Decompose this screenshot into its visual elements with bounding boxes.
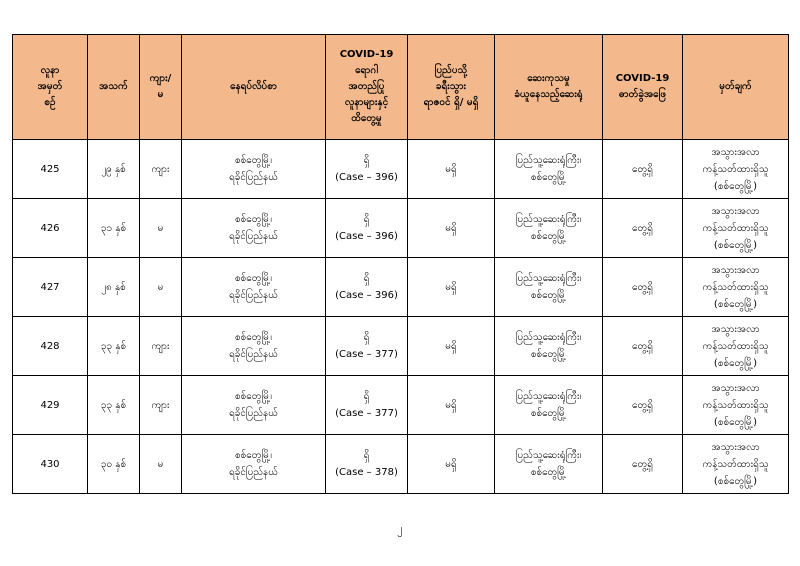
header-age xyxy=(88,35,140,140)
contact-cell-line: (Case – 377) xyxy=(335,408,398,419)
address-cell-line: ရခိုင်ပြည်နယ် xyxy=(229,349,278,360)
travel-cell: မရှိ xyxy=(408,317,495,376)
hospital-cell-line: ပြည်သူ့ဆေးရုံကြီး၊ xyxy=(515,332,582,343)
test-result-cell: တွေ့ရှိ xyxy=(603,317,683,376)
table-row xyxy=(13,376,789,435)
address-cell-line: ရခိုင်ပြည်နယ် xyxy=(229,467,278,478)
remark-cell-line: အသွားအလာ xyxy=(711,146,760,158)
header-line: ဓာတ်ခွဲအဖြေ xyxy=(618,89,667,100)
hospital-cell xyxy=(495,317,603,376)
remark-cell-line: အသွားအလာ xyxy=(711,441,760,453)
contact-cell xyxy=(326,258,408,317)
case-no-cell: 430 xyxy=(13,435,88,494)
address-cell xyxy=(182,317,326,376)
table-row xyxy=(13,258,789,317)
address-cell xyxy=(182,376,326,435)
age-cell: ၃၃ နှစ် xyxy=(88,317,140,376)
hospital-cell-line: စစ်တွေမြို့ xyxy=(530,467,567,478)
header-contact xyxy=(326,35,408,140)
remark-cell-line: ကန့်သတ်ထားရှိသူ xyxy=(702,163,769,175)
case-no-cell: 427 xyxy=(13,258,88,317)
contact-cell-line: (Case – 377) xyxy=(335,349,398,360)
header-line: လူနာများနှင့် xyxy=(344,97,389,108)
sex-cell: ကျား xyxy=(140,317,182,376)
contact-cell-line: (Case – 396) xyxy=(335,172,398,183)
header-line: အသက် xyxy=(99,81,128,92)
header-test-result xyxy=(603,35,683,140)
header-address xyxy=(182,35,326,140)
contact-cell-line: ရှိ xyxy=(363,450,370,461)
travel-cell: မရှိ xyxy=(408,140,495,199)
travel-cell: မရှိ xyxy=(408,199,495,258)
header-line: ခံယူနေသည့်ဆေးရုံ xyxy=(514,89,583,100)
table-body xyxy=(13,140,789,494)
sex-cell: မ xyxy=(140,199,182,258)
sex-cell: ကျား xyxy=(140,376,182,435)
remark-cell xyxy=(683,435,789,494)
header-remark xyxy=(683,35,789,140)
sex-cell: မ xyxy=(140,435,182,494)
header-line: အတည်ပြု xyxy=(348,81,385,92)
header-line: မ xyxy=(157,89,164,100)
address-cell-line: ရခိုင်ပြည်နယ် xyxy=(229,290,278,301)
contact-cell-line: ရှိ xyxy=(363,155,370,166)
test-result-cell: တွေ့ရှိ xyxy=(603,258,683,317)
header-line: မှတ်ချက် xyxy=(719,81,752,92)
test-result-cell: တွေ့ရှိ xyxy=(603,435,683,494)
remark-cell xyxy=(683,199,789,258)
remark-cell-line: (စစ်တွေမြို့) xyxy=(713,239,758,251)
hospital-cell-line: ပြည်သူ့ဆေးရုံကြီး၊ xyxy=(515,273,582,284)
contact-cell xyxy=(326,435,408,494)
remark-cell xyxy=(683,376,789,435)
remark-cell-line: ကန့်သတ်ထားရှိသူ xyxy=(702,458,769,470)
header-line: ရာဇဝင် ရှိ/ မရှိ xyxy=(423,97,479,108)
remark-cell xyxy=(683,140,789,199)
contact-cell xyxy=(326,140,408,199)
remark-cell-line: အသွားအလာ xyxy=(711,264,760,276)
remark-cell-line: (စစ်တွေမြို့) xyxy=(713,416,758,428)
address-cell-line: စစ်တွေမြို့၊ xyxy=(235,391,272,402)
header-line: ထိတွေ့မှု xyxy=(351,113,382,124)
header-line: စဉ် xyxy=(44,97,56,108)
contact-cell-line: ရှိ xyxy=(363,273,370,284)
address-cell-line: စစ်တွေမြို့၊ xyxy=(235,450,272,461)
table-row xyxy=(13,317,789,376)
hospital-cell-line: စစ်တွေမြို့ xyxy=(530,172,567,183)
page-number: ၂ xyxy=(397,522,403,535)
travel-cell: မရှိ xyxy=(408,258,495,317)
contact-cell-line: ရှိ xyxy=(363,391,370,402)
header-line: အမှတ် xyxy=(37,81,63,92)
remark-cell-line: (စစ်တွေမြို့) xyxy=(713,298,758,310)
test-result-cell: တွေ့ရှိ xyxy=(603,376,683,435)
table-row xyxy=(13,199,789,258)
age-cell: ၃၃ နှစ် xyxy=(88,376,140,435)
header-row xyxy=(13,35,789,140)
contact-cell-line: (Case – 378) xyxy=(335,467,398,478)
address-cell-line: စစ်တွေမြို့၊ xyxy=(235,332,272,343)
remark-cell-line: (စစ်တွေမြို့) xyxy=(713,180,758,192)
address-cell-line: ရခိုင်ပြည်နယ် xyxy=(229,231,278,242)
contact-cell xyxy=(326,317,408,376)
address-cell-line: ရခိုင်ပြည်နယ် xyxy=(229,172,278,183)
hospital-cell-line: ပြည်သူ့ဆေးရုံကြီး၊ xyxy=(515,450,582,461)
address-cell xyxy=(182,258,326,317)
header-line: ဆေးကုသမှု xyxy=(527,73,570,84)
contact-cell xyxy=(326,199,408,258)
header-case-no xyxy=(13,35,88,140)
hospital-cell xyxy=(495,435,603,494)
hospital-cell-line: ပြည်သူ့ဆေးရုံကြီး၊ xyxy=(515,155,582,166)
remark-cell-line: (စစ်တွေမြို့) xyxy=(713,475,758,487)
address-cell-line: ရခိုင်ပြည်နယ် xyxy=(229,408,278,419)
case-no-cell: 425 xyxy=(13,140,88,199)
case-no-cell: 426 xyxy=(13,199,88,258)
header-line: ပြည်ပသို့ xyxy=(434,65,468,76)
contact-cell-line: ရှိ xyxy=(363,214,370,225)
address-cell xyxy=(182,199,326,258)
covid-cases-table xyxy=(12,34,789,494)
hospital-cell xyxy=(495,258,603,317)
case-no-cell: 428 xyxy=(13,317,88,376)
age-cell: ၃၁ နှစ် xyxy=(88,199,140,258)
remark-cell xyxy=(683,317,789,376)
travel-cell: မရှိ xyxy=(408,376,495,435)
header-line: COVID-19 xyxy=(339,49,394,60)
remark-cell-line: အသွားအလာ xyxy=(711,205,760,217)
remark-cell-line: ကန့်သတ်ထားရှိသူ xyxy=(702,222,769,234)
address-cell-line: စစ်တွေမြို့၊ xyxy=(235,155,272,166)
header-line: ရောဂါ xyxy=(355,65,378,76)
hospital-cell-line: ပြည်သူ့ဆေးရုံကြီး၊ xyxy=(515,391,582,402)
header-sex xyxy=(140,35,182,140)
hospital-cell-line: ပြည်သူ့ဆေးရုံကြီး၊ xyxy=(515,214,582,225)
sex-cell: ကျား xyxy=(140,140,182,199)
age-cell: ၂၈ နှစ် xyxy=(88,258,140,317)
remark-cell-line: အသွားအလာ xyxy=(711,323,760,335)
header-hospital xyxy=(495,35,603,140)
case-no-cell: 429 xyxy=(13,376,88,435)
address-cell-line: စစ်တွေမြို့၊ xyxy=(235,273,272,284)
header-travel xyxy=(408,35,495,140)
hospital-cell xyxy=(495,140,603,199)
remark-cell-line: ကန့်သတ်ထားရှိသူ xyxy=(702,281,769,293)
table-row xyxy=(13,140,789,199)
table-header xyxy=(13,35,789,140)
hospital-cell xyxy=(495,376,603,435)
hospital-cell xyxy=(495,199,603,258)
contact-cell-line: (Case – 396) xyxy=(335,290,398,301)
address-cell xyxy=(182,140,326,199)
contact-cell-line: (Case – 396) xyxy=(335,231,398,242)
travel-cell: မရှိ xyxy=(408,435,495,494)
hospital-cell-line: စစ်တွေမြို့ xyxy=(530,290,567,301)
header-line: ကျား/ xyxy=(149,73,172,84)
sex-cell: မ xyxy=(140,258,182,317)
hospital-cell-line: စစ်တွေမြို့ xyxy=(530,408,567,419)
age-cell: ၃၀ နှစ် xyxy=(88,435,140,494)
remark-cell-line: အသွားအလာ xyxy=(711,382,760,394)
table-row xyxy=(13,435,789,494)
hospital-cell-line: စစ်တွေမြို့ xyxy=(530,231,567,242)
contact-cell xyxy=(326,376,408,435)
header-line: လူနာ xyxy=(40,65,60,76)
header-line: နေရပ်လိပ်စာ xyxy=(230,81,277,92)
age-cell: ၂၉ နှစ် xyxy=(88,140,140,199)
remark-cell-line: (စစ်တွေမြို့) xyxy=(713,357,758,369)
header-line: ခရီးသွား xyxy=(435,81,467,92)
test-result-cell: တွေ့ရှိ xyxy=(603,140,683,199)
test-result-cell: တွေ့ရှိ xyxy=(603,199,683,258)
hospital-cell-line: စစ်တွေမြို့ xyxy=(530,349,567,360)
address-cell xyxy=(182,435,326,494)
contact-cell-line: ရှိ xyxy=(363,332,370,343)
header-line: COVID-19 xyxy=(615,73,670,84)
remark-cell xyxy=(683,258,789,317)
remark-cell-line: ကန့်သတ်ထားရှိသူ xyxy=(702,399,769,411)
remark-cell-line: ကန့်သတ်ထားရှိသူ xyxy=(702,340,769,352)
address-cell-line: စစ်တွေမြို့၊ xyxy=(235,214,272,225)
